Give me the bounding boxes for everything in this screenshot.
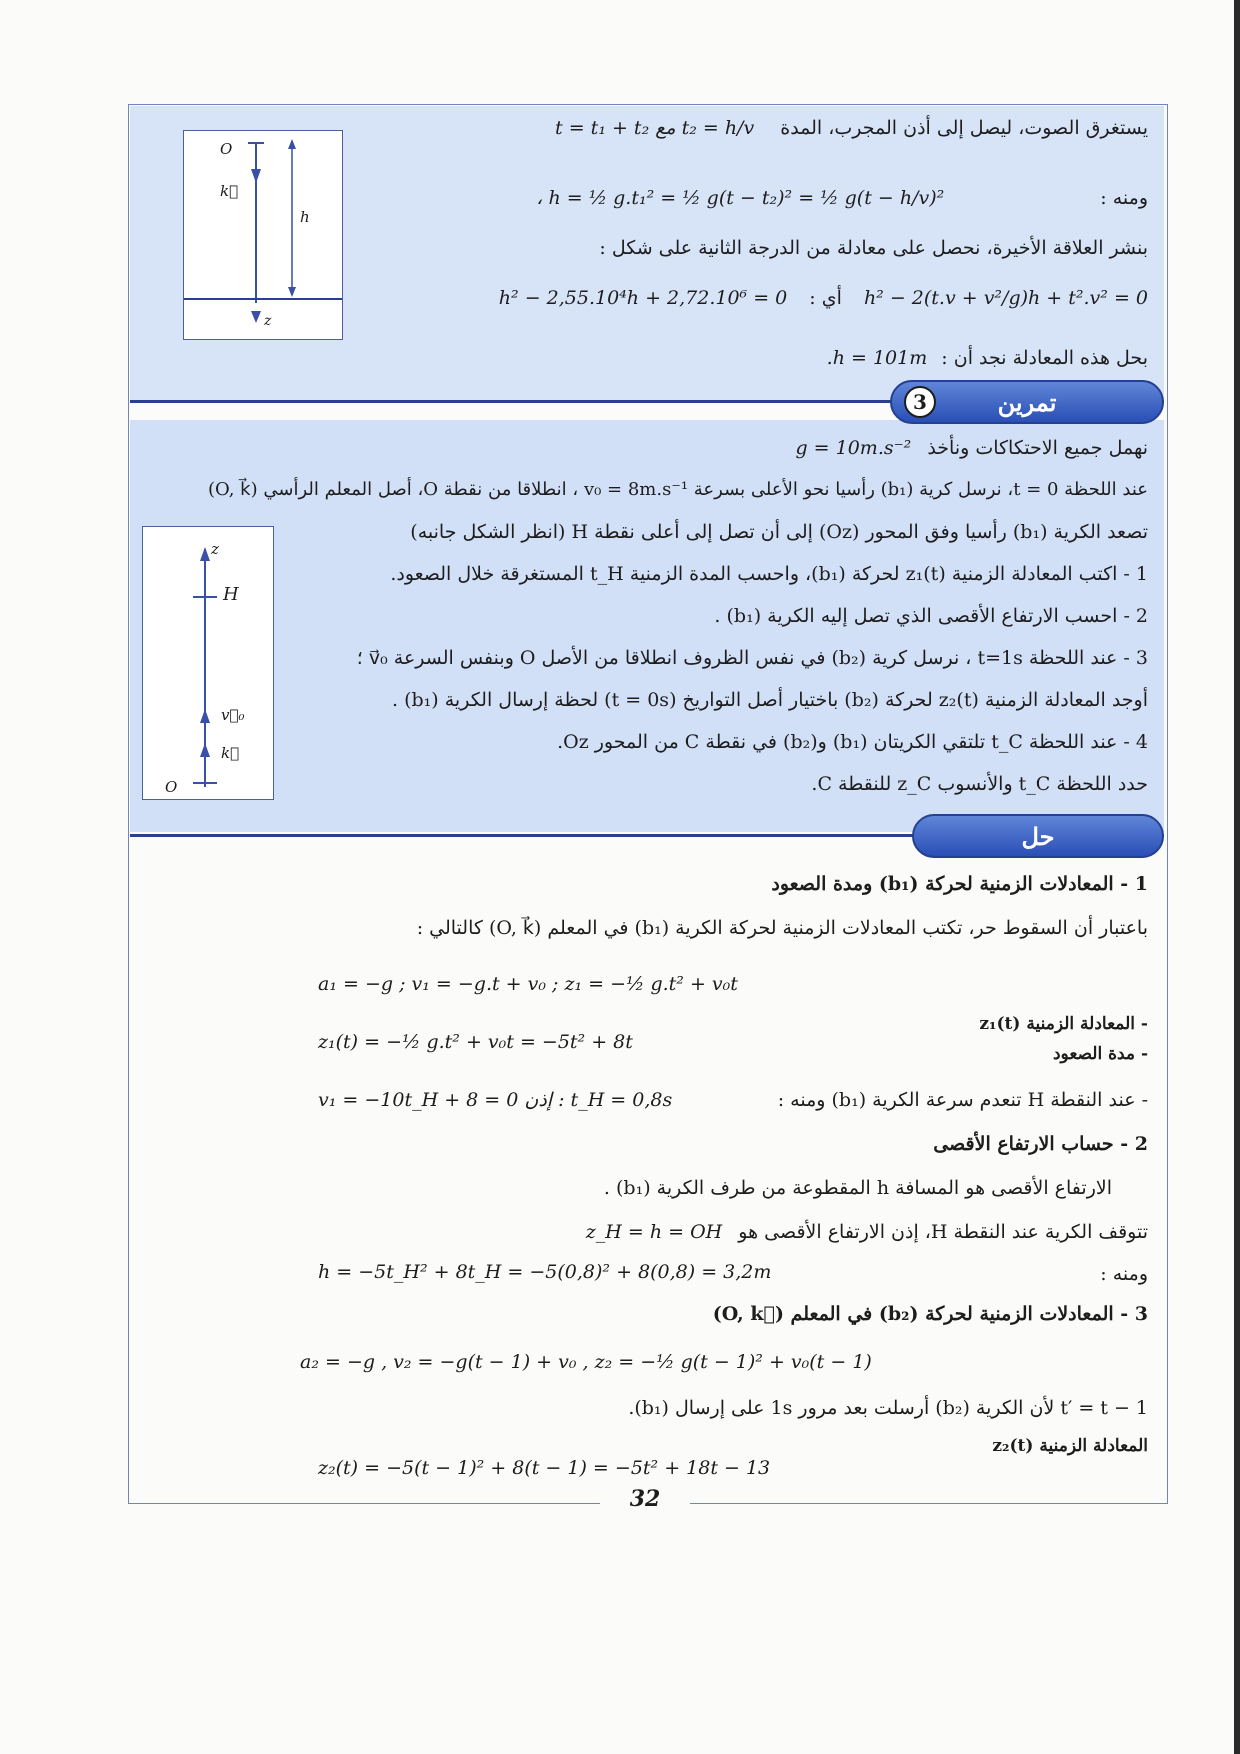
v0-arrow <box>200 709 210 723</box>
intro-line3: بنشر العلاقة الأخيرة، نحصل على معادلة من الدرجة الثانية على شكل : <box>599 237 1148 259</box>
intro-line5-text: بحل هذه المعادلة نجد أن : <box>941 347 1148 369</box>
figure-2 <box>142 526 274 800</box>
fig1-label-z: z <box>264 313 272 329</box>
solution-s2-line3: ومنه : <box>1100 1263 1148 1285</box>
intro-line4-mid: أي : <box>809 287 842 309</box>
figure-1 <box>183 130 343 340</box>
fig1-label-o: O <box>220 140 233 158</box>
fig2-label-v0: v⃗₀ <box>221 706 245 724</box>
solution-s2-line2-eq: z_H = h = OH <box>585 1221 723 1243</box>
fig2-label-h: H <box>223 584 239 605</box>
figure-2-drawing <box>143 527 273 799</box>
intro-line2 <box>536 186 1148 210</box>
exercise-question-3b: أوجد المعادلة الزمنية z₂(t) لحركة (b₂) باختيار أصل التواريخ (t = 0s) لحظة إرسال الكرية (b₁) . <box>392 689 1148 711</box>
height-arrow-top <box>288 139 296 149</box>
intro-line5 <box>827 346 1148 370</box>
height-arrow-bottom <box>288 287 296 297</box>
exercise-line3: تصعد الكرية (b₁) رأسيا وفق المحور (Oz) إلى أن تصل إلى أعلى نقطة H (انظر الشكل جانبه) <box>410 521 1148 543</box>
intro-line1-text: يستغرق الصوت، ليصل إلى أذن المجرب، المدة <box>780 117 1148 139</box>
intro-line2-text: ومنه : <box>1100 187 1148 209</box>
exercise-line1-eq: g = 10m.s⁻² <box>795 437 912 459</box>
solution-s3-eq: a₂ = −g , v₂ = −g(t − 1) + v₀ , z₂ = −½ g(t − 1)² + v₀(t − 1) <box>300 1351 872 1373</box>
figure-1-drawing <box>184 131 342 339</box>
fig2-label-k: k⃗ <box>221 744 240 762</box>
exercise-banner-title: تمرين <box>997 387 1057 417</box>
page-edge <box>1234 0 1240 1754</box>
intro-line4-eq-left: h² − 2,55.10⁴h + 2,72.10⁶ = 0 <box>498 287 788 309</box>
exercise-line1 <box>795 436 1148 460</box>
page-number: 32 <box>600 1486 690 1512</box>
intro-line5-eq: h = 101m. <box>826 347 928 369</box>
fig1-label-k: k⃗ <box>220 182 239 200</box>
exercise-number: 3 <box>904 386 936 418</box>
solution-s1-intro: باعتبار أن السقوط حر، تكتب المعادلات الزمنية لحركة الكرية (b₁) في المعلم (O, k⃗) كالتالي : <box>416 917 1148 939</box>
intro-line1-eq: t₂ = h/v مع t = t₁ + t₂ <box>555 117 755 139</box>
exercise-question-1: 1 - اكتب المعادلة الزمنية z₁(t) لحركة (b₁)، واحسب المدة الزمنية t_H المستغرقة خلال الصعود. <box>390 563 1148 585</box>
oz-arrow <box>200 547 210 561</box>
exercise-banner <box>890 380 1164 424</box>
exercise-question-2: 2 - احسب الارتفاع الأقصى الذي تصل إليه الكرية (b₁) . <box>714 605 1148 627</box>
solution-s2-title: 2 - حساب الارتفاع الأقصى <box>933 1133 1148 1155</box>
solution-s1-label-a: - المعادلة الزمنية z₁(t) <box>979 1014 1148 1034</box>
k-arrow-2 <box>200 743 210 757</box>
solution-s1-eq-a: z₁(t) = −½ g.t² + v₀t = −5t² + 8t <box>318 1031 633 1053</box>
solution-s3-eq2: z₂(t) = −5(t − 1)² + 8(t − 1) = −5t² + 18t − 13 <box>318 1457 771 1479</box>
solution-s2-line2-text: تتوقف الكرية عند النقطة H، إذن الارتفاع الأقصى هو <box>738 1221 1148 1243</box>
intro-line1 <box>555 116 1148 140</box>
solution-s3-label: المعادلة الزمنية z₂(t) <box>992 1436 1148 1456</box>
solution-s2-line2 <box>586 1220 1148 1244</box>
exercise-question-4b: حدد اللحظة t_C والأنسوب z_C للنقطة C. <box>811 773 1148 795</box>
solution-s1-label-b: - مدة الصعود <box>1052 1044 1148 1064</box>
fig2-label-z: z <box>211 540 219 558</box>
solution-s1-title: 1 - المعادلات الزمنية لحركة (b₁) ومدة الصعود <box>771 873 1148 895</box>
exercise-question-4a: 4 - عند اللحظة t_C تلتقي الكريتان (b₁) و(b₂) في نقطة C من المحور Oz. <box>557 731 1148 753</box>
solution-banner <box>912 814 1164 858</box>
solution-banner-title: حل <box>1021 821 1055 851</box>
intro-line4 <box>499 286 1148 310</box>
fig1-label-h: h <box>300 208 310 226</box>
z-arrow <box>251 311 261 323</box>
solution-s3-title: 3 - المعادلات الزمنية لحركة (b₂) في المعلم (O, k⃗) <box>712 1303 1148 1325</box>
k-arrow <box>251 169 261 183</box>
fig2-label-o: O <box>165 778 178 796</box>
exercise-line2: عند اللحظة t = 0، نرسل كرية (b₁) رأسيا نحو الأعلى بسرعة v₀ = 8m.s⁻¹ ، انطلاقا من نقطة O، أصل المعلم الرأسي (O, k⃗) <box>208 479 1148 500</box>
solution-s2-line1: الارتفاع الأقصى هو المسافة h المقطوعة من طرف الكرية (b₁) . <box>603 1177 1112 1199</box>
intro-line2-eq: h = ½ g.t₁² = ½ g(t − t₂)² = ½ g(t − h/v)² ، <box>536 187 945 209</box>
solution-s3-note: t′ = t − 1 لأن الكرية (b₂) أرسلت بعد مرور 1s على إرسال (b₁). <box>628 1397 1148 1419</box>
exercise-question-3a: 3 - عند اللحظة t=1s ، نرسل كرية (b₂) في نفس الظروف انطلاقا من الأصل O وبنفس السرعة v⃗₀ ؛ <box>356 647 1148 669</box>
exercise-line1-text: نهمل جميع الاحتكاكات ونأخذ <box>927 437 1148 459</box>
solution-s1-eq: a₁ = −g ; v₁ = −g.t + v₀ ; z₁ = −½ g.t² + v₀t <box>318 973 738 995</box>
solution-s1-eq-c: v₁ = −10t_H + 8 = 0 إذن : t_H = 0,8s <box>318 1089 673 1111</box>
solution-s1-label-c: - عند النقطة H تنعدم سرعة الكرية (b₁) ومنه : <box>777 1089 1148 1111</box>
solution-s2-eq: h = −5t_H² + 8t_H = −5(0,8)² + 8(0,8) = 3,2m <box>318 1261 772 1283</box>
intro-line4-eq-right: h² − 2(t.v + v²/g)h + t².v² = 0 <box>863 287 1148 309</box>
